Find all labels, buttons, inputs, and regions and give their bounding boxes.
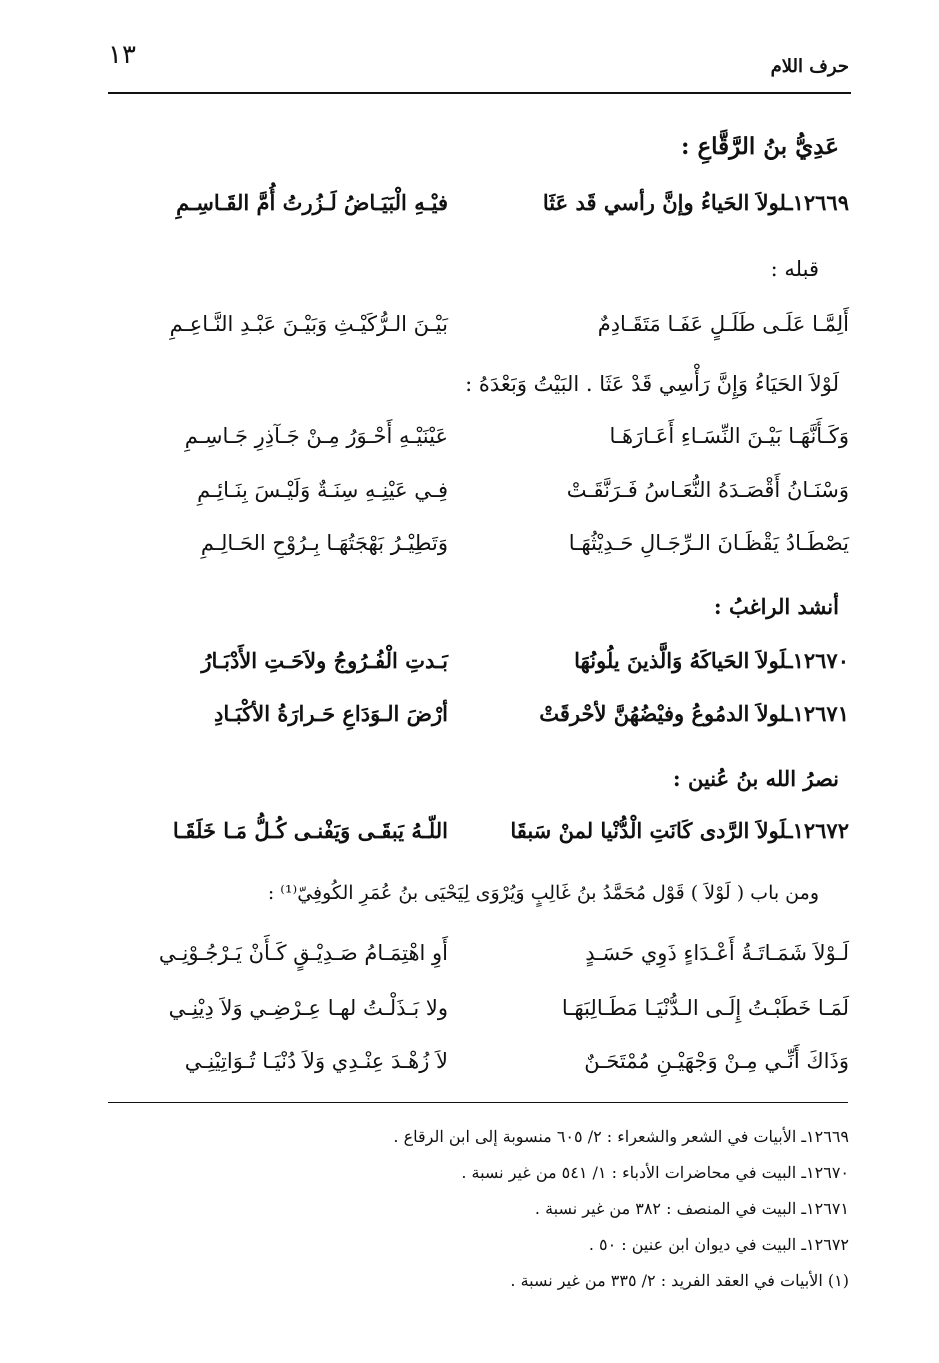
verse-first-hemistich: يَصْطَـادُ يَقْظَـانَ الـرِّجَـالِ حَـدِيْثُهَـا (568, 531, 849, 555)
verse-12672 (108, 818, 849, 854)
verse-second-hemistich: أرْضَ الـوَدَاعِ حَـرارَةُ الأكْبَـادِ (214, 701, 448, 726)
verse-qablahu-1 (108, 312, 849, 348)
verse-bab-2 (108, 996, 849, 1032)
verse-second-hemistich: ولا بَـذَلْـتُ لهـا عِـرْضِـي وَلاَ دِيْنِـي (168, 996, 448, 1020)
verse-after-1 (108, 424, 849, 460)
footnote-12669: ١٢٦٦٩ـ الأبيات في الشعر والشعراء : ٢/ ٦٠٥ منسوبة إلى ابن الرقاع . (393, 1127, 849, 1146)
verse-second-hemistich: عَيْنَيْـهِ أَحْـوَرُ مِـنْ جَـآذِرِ جَـاسِـمِ (184, 424, 448, 448)
verse-second-hemistich: اللّـهُ يَبقَـى وَيَفْنـى كُـلُّ مَـا خَلَقَـا (172, 818, 448, 843)
verse-after-2 (108, 478, 849, 514)
verse-first-hemistich: لَمَـا خَطَبْـتُ إِلَـى الـدُّنْيَـا مَطَـالِبَهَـا (561, 996, 849, 1020)
verse-first-hemistich: أَلِمَّـا عَلَـى طَلَـلٍ عَفَـا مَتَقَـادِمٌ (597, 312, 849, 336)
verse-number: ١٢٦٧٠ـ (786, 648, 849, 673)
verse-first-hemistich: ١٢٦٧٠ـلَولاَ الحَياكَهُ وَالَّذينَ يلُونُهَا (574, 648, 849, 673)
page-number: ١٣ (108, 40, 136, 70)
verse-first-hemistich: ١٢٦٧١ـلولاَ الدمُوعُ وفيْضُهُنَّ لأحْرقَتْ (539, 701, 849, 726)
verse-second-hemistich: فيْـهِ الْبَيَـاضُ لَـزُرتُ أُمَّ القَـاسِـمِ (176, 190, 448, 215)
verse-second-hemistich: أَوِ اهْتِمَـامُ صَـدِيْـقٍ كَـأَنْ يَـرْجُـوْنِـي (158, 941, 448, 965)
footnote-rule (108, 1102, 848, 1103)
verse-12671 (108, 701, 849, 737)
verse-12669 (108, 190, 849, 226)
qablahu-label: قبله : (770, 257, 819, 281)
verse-first-hemistich: ١٢٦٦٩ـلولاَ الحَياءُ وإنَّ رأسي قَد عَثَا (542, 190, 849, 215)
verse-first-hemistich: وَكَـأَنَّهَـا بَيْـنَ النِّسَـاءِ أَعَـارَهَـا (609, 424, 849, 448)
bab-heading: ومن باب ( لَوْلاَ ) قَوْل مُحَمَّدُ بنُ غَالِبٍ وَيُرْوَى لِيَحْيَى بنُ عُمَرِ الكُوفِيّ⁽¹⁾ : (267, 882, 819, 904)
header-rule (108, 92, 851, 94)
verse-first-hemistich: وَذَاكَ أَنِّـي مِـنْ وَجْهَيْـنِ مُمْتَحَـنٌ (584, 1049, 849, 1073)
verse-bab-1 (108, 941, 849, 977)
footnote-12672: ١٢٦٧٢ـ البيت في ديوان ابن عنين : ٥٠ . (588, 1235, 849, 1254)
verse-12670 (108, 648, 849, 684)
verse-second-hemistich: بَيْـنَ الـرُّكَيْـثِ وَبَيْـنَ عَبْـدِ النَّـاعِـمِ (169, 312, 448, 336)
footnote-12671: ١٢٦٧١ـ البيت في المنصف : ٣٨٢ من غير نسبة . (534, 1199, 849, 1218)
verse-second-hemistich: فِـي عَيْنِـهِ سِنَـةٌ وَلَيْـسَ بِنَـائِـمِ (197, 478, 448, 502)
prose-line: لَوْلاَ الحَيَاءُ وَإِنَّ رَأْسِي قَدْ عَثَا . البَيْتُ وَبَعْدَهُ : (465, 372, 839, 396)
verse-first-hemistich: وَسْنَـانُ أَقْصَـدَهُ النُّعَـاسُ فَـرَنَّقَـتْ (566, 478, 849, 502)
verse-second-hemistich: وَتَطِيْـرُ بَهْجَتُهَـا بِـرُوْحِ الحَـالِـمِ (200, 531, 448, 555)
poet-heading-adi: عَدِيُّ بنُ الرَّقَّاعِ : (680, 133, 839, 160)
footnote-12670: ١٢٦٧٠ـ البيت في محاضرات الأدباء : ١/ ٥٤١ من غير نسبة . (461, 1163, 849, 1182)
verse-number: ١٢٦٦٩ـ (786, 190, 849, 215)
verse-bab-3 (108, 1049, 849, 1085)
verse-number: ١٢٦٧١ـ (786, 701, 849, 726)
running-header-title: حرف اللام (770, 56, 849, 77)
verse-first-hemistich: لَـوْلاَ شَمَـاتَـةُ أَعْـدَاءٍ ذَوِي حَسَـدٍ (585, 941, 849, 965)
verse-after-3 (108, 531, 849, 567)
footnote-1: (١) الأبيات في العقد الفريد : ٢/ ٣٣٥ من غير نسبة . (510, 1271, 849, 1290)
verse-second-hemistich: بَـدتِ الْفُـرُوجُ ولاَحَـتِ الأَدْبَـارُ (201, 648, 448, 673)
verse-second-hemistich: لاَ زُهْـدَ عِنْـدِي وَلاَ دُنْيَـا تُـوَاتِيْنِـي (184, 1049, 448, 1073)
raghib-heading: أنشد الراغبُ : (713, 594, 839, 619)
nasr-heading: نصرُ الله بنُ عُنين : (672, 766, 839, 791)
verse-first-hemistich: ١٢٦٧٢ـلَولاَ الرَّدى كَانَتِ الْدُّنْيا لمنْ سَبقَا (510, 818, 849, 843)
verse-number: ١٢٦٧٢ـ (786, 818, 849, 843)
